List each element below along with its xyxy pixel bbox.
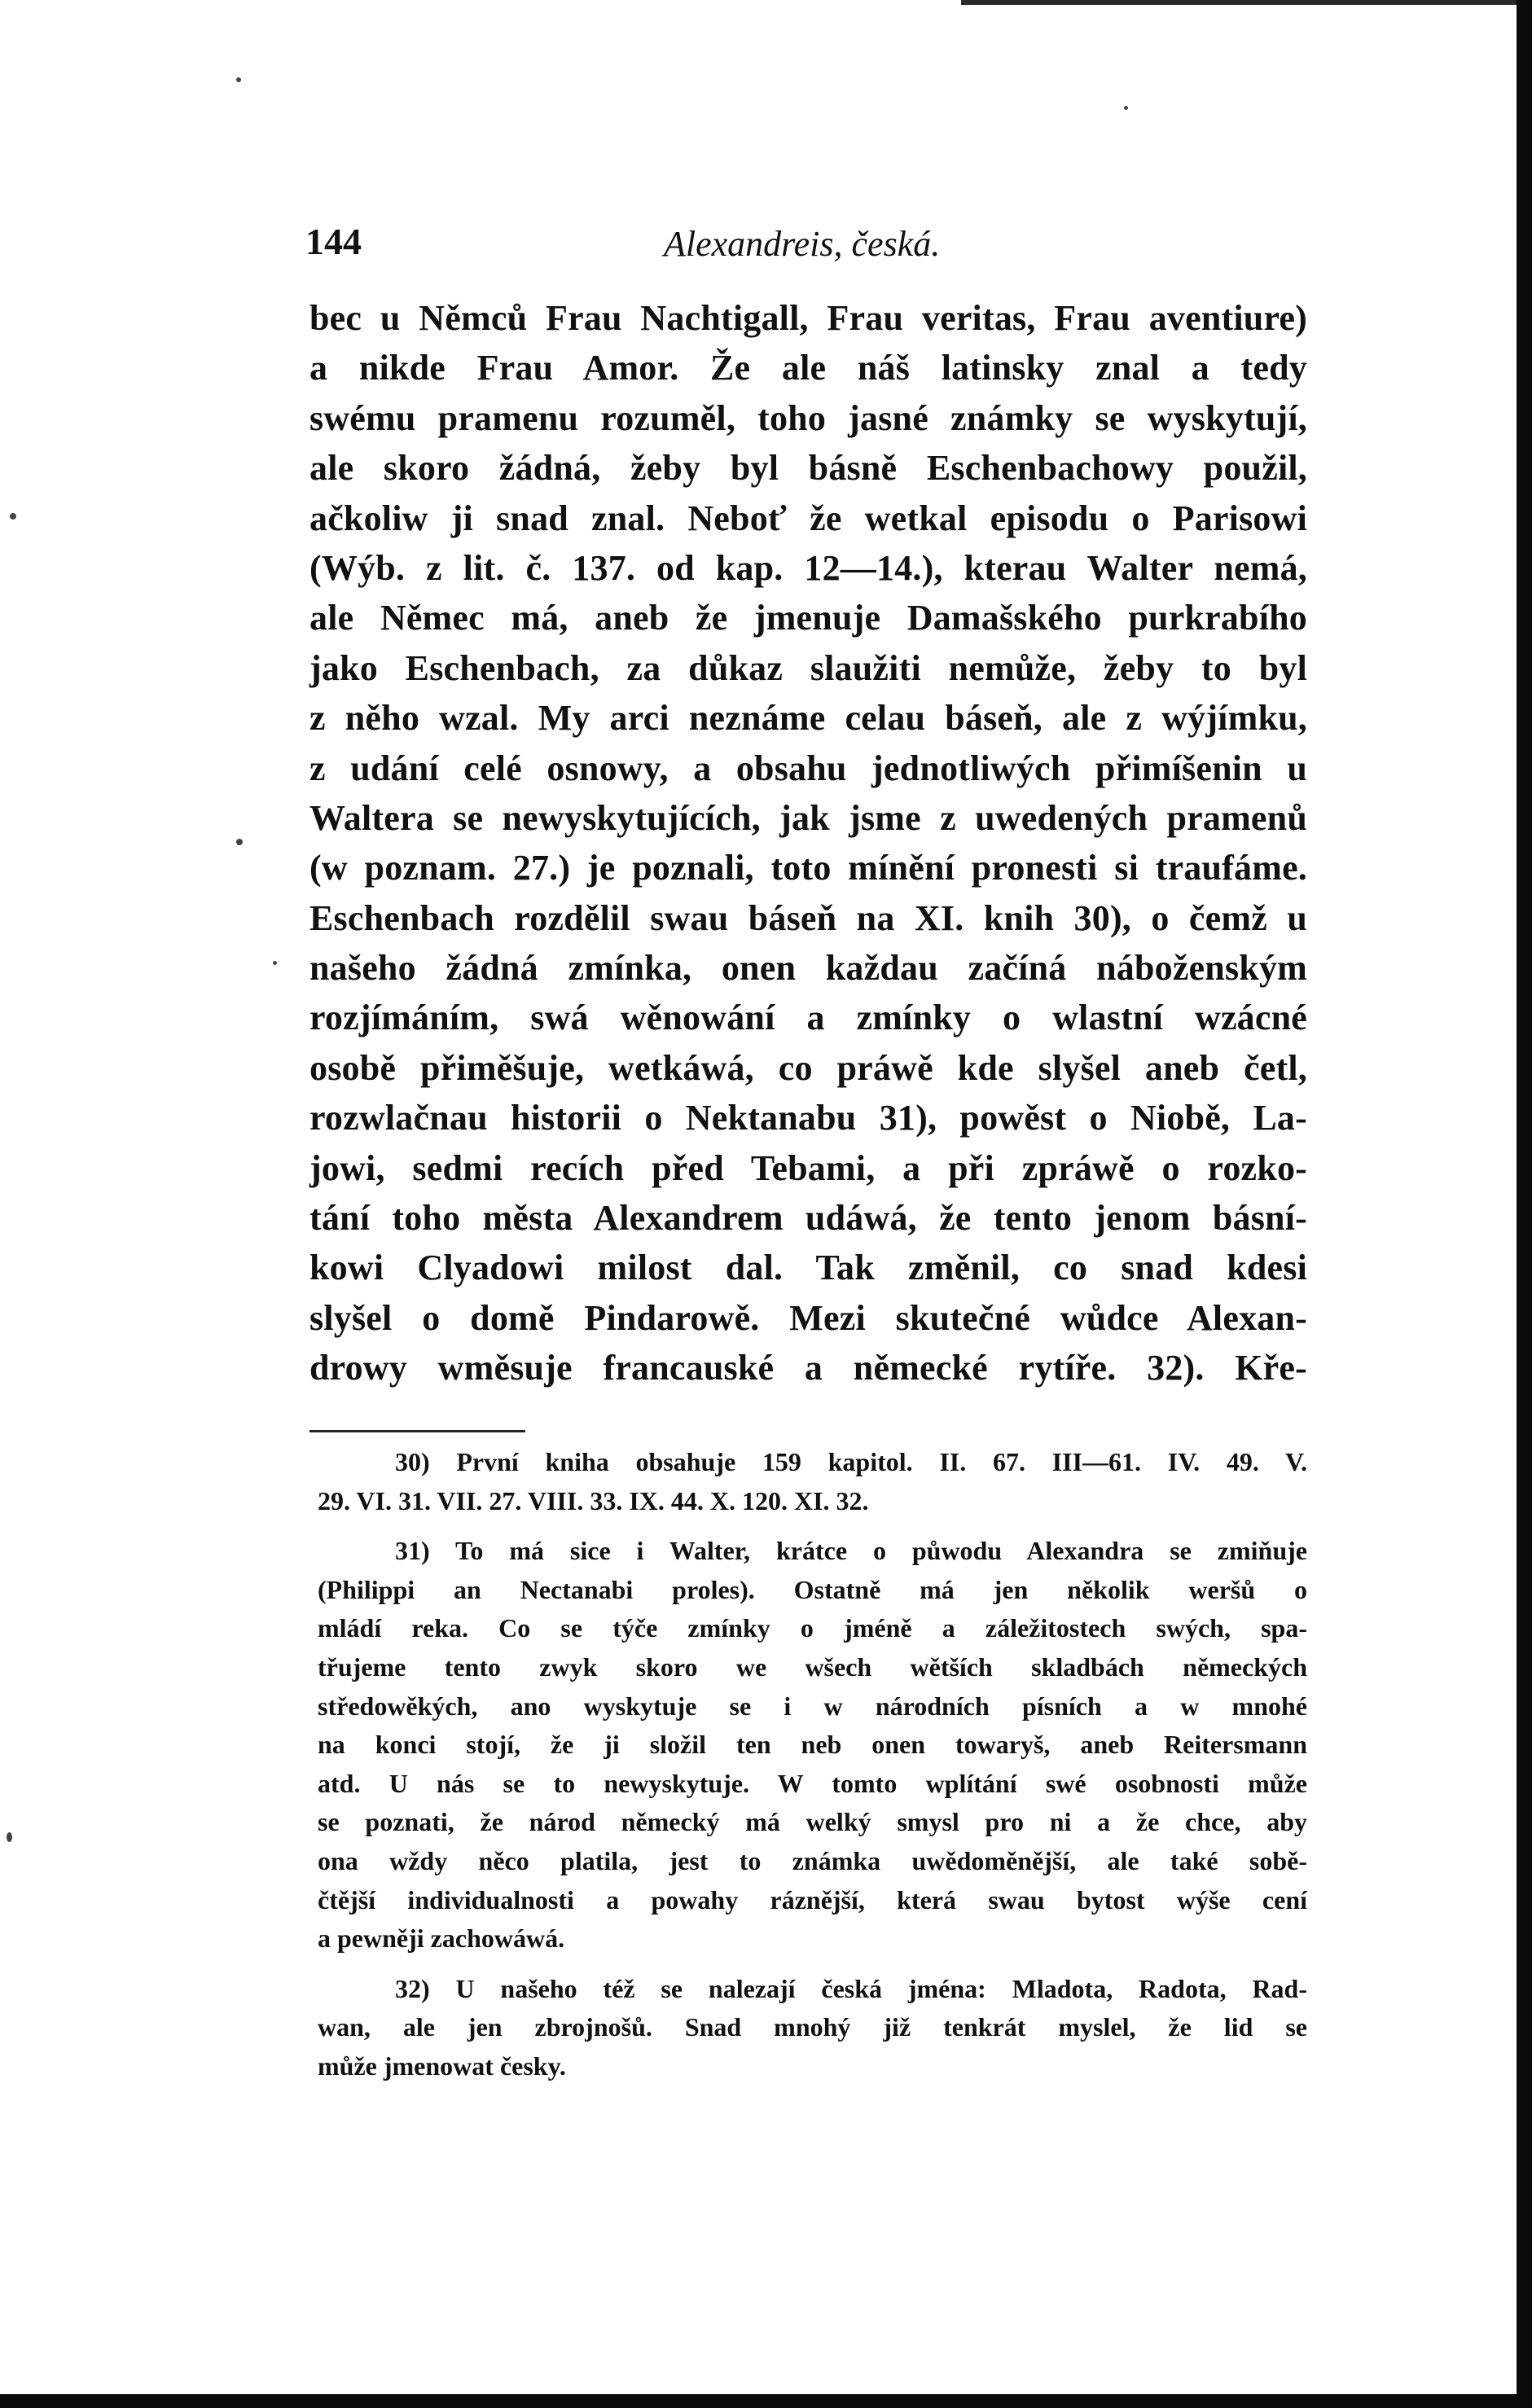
text-line: bec u Němců Frau Nachtigall, Frau veritas, Frau aventiure) — [309, 298, 1307, 338]
text-line: Waltera se newyskytujících, jak jsme z uwedených pramenů — [309, 797, 1307, 838]
text-line: rozjímáním, swá wěnowání a zmínky o wlastní wzácné — [309, 998, 1307, 1038]
footnote-line: čtější individualnosti a powahy ráznější, která swau bytost wýše cení — [318, 1884, 1307, 1915]
footnote-line: 32) U našeho též se nalezají česká jména: Mladota, Radota, Rad- — [395, 1973, 1307, 2003]
scan-speck — [10, 513, 16, 520]
text-line: z něho wzal. My arci neznáme celau báseň, ale z wýjímku, — [309, 698, 1307, 739]
text-line: Eschenbach rozdělil swau báseň na XI. knih 30), o čemž u — [309, 897, 1307, 938]
page-number: 144 — [305, 221, 362, 262]
scan-speck — [236, 77, 241, 82]
main-text — [309, 293, 1307, 1393]
footnote-line: na konci stojí, že ji složil ten neb onen towaryš, aneb Reitersmann — [318, 1730, 1307, 1760]
footnote-30 — [318, 1443, 1307, 1520]
footnote-line: atd. U nás se to newyskytuje. W tomto wplítání swé osobnosti může — [318, 1768, 1307, 1798]
scan-border-top — [961, 0, 1517, 5]
footnote-line: 31) To má sice i Walter, krátce o půwodu Alexandra se zmiňuje — [395, 1536, 1307, 1566]
text-line: osobě přiměšuje, wetkáwá, co práwě kde slyšel aneb četl, — [309, 1047, 1307, 1088]
text-line: našeho žádná zmínka, onen každau začíná náboženským — [309, 948, 1307, 989]
footnote-line: může jmenowat česky. — [318, 2051, 566, 2081]
text-line: a nikde Frau Amor. Že ale náš latinsky znal a tedy — [309, 348, 1307, 388]
footnote-line: wan, ale jen zbrojnošů. Snad mnohý již tenkrát myslel, že lid se — [318, 2012, 1307, 2042]
footnote-31 — [318, 1532, 1307, 1958]
footnote-line: mládí reka. Co se týče zmínky o jméně a záležitostech swých, spa- — [318, 1613, 1307, 1643]
scan-speck — [7, 1832, 12, 1842]
text-line: (w poznam. 27.) je poznali, toto mínění pronesti si traufáme. — [309, 848, 1307, 888]
text-line: kowi Clyadowi milost dal. Tak změnil, co snad kdesi — [309, 1248, 1307, 1288]
text-line: ale skoro žádná, žeby byl básně Eschenbachowy použil, — [309, 448, 1307, 489]
page-header — [305, 220, 1303, 269]
text-line: ačkoliw ji snad znal. Neboť že wetkal episodu o Parisowi — [309, 498, 1307, 538]
footnote-line: 29. VI. 31. VII. 27. VIII. 33. IX. 44. X. 120. XI. 32. — [318, 1485, 869, 1515]
footnote-line: a pewněji zachowáwá. — [318, 1923, 565, 1954]
text-line: drowy wměsuje francauské a německé rytíře. 32). Kře- — [309, 1348, 1307, 1388]
footnotes — [318, 1443, 1307, 2086]
text-line: z udání celé osnowy, a obsahu jednotliwých přimíšenin u — [309, 748, 1307, 788]
scan-border-right — [1517, 0, 1532, 2408]
running-title: Alexandreis, česká. — [664, 224, 941, 264]
footnote-32 — [318, 1970, 1307, 2086]
scan-border-bottom — [0, 2394, 1532, 2408]
text-line: swému pramenu rozuměl, toho jasné známky se wyskytují, — [309, 397, 1307, 438]
text-line: (Wýb. z lit. č. 137. od kap. 12—14.), kterau Walter nemá, — [309, 547, 1307, 588]
scan-speck — [273, 961, 277, 965]
text-line: jako Eschenbach, za důkaz slaužiti nemůže, žeby to byl — [309, 647, 1307, 688]
scan-speck — [1124, 106, 1128, 110]
footnote-rule — [309, 1430, 525, 1432]
footnote-line: středowěkých, ano wyskytuje se i w národních písních a w mnohé — [318, 1691, 1307, 1721]
footnote-line: (Philippi an Nectanabi proles). Ostatně má jen několik weršů o — [318, 1574, 1307, 1604]
text-line: slyšel o domě Pindarowě. Mezi skutečné wůdce Alexan- — [309, 1297, 1307, 1338]
text-line: ale Němec má, aneb že jmenuje Damašského purkrabího — [309, 598, 1307, 638]
text-line: jowi, sedmi recích před Tebami, a při zpráwě o rozko- — [309, 1147, 1307, 1188]
scan-speck — [236, 839, 243, 845]
text-line: tání toho města Alexandrem udáwá, že tento jenom básní- — [309, 1198, 1307, 1239]
footnote-line: ona wždy něco platila, jest to známka uwědoměnější, ale také sobě- — [318, 1845, 1307, 1875]
text-line: rozwlačnau historii o Nektanabu 31), powěst o Niobě, La- — [309, 1098, 1307, 1138]
footnote-line: se poznati, že národ německý má welký smysl pro ni a že chce, aby — [318, 1807, 1307, 1837]
footnote-line: 30) První kniha obsahuje 159 kapitol. II. 67. III—61. IV. 49. V. — [395, 1447, 1307, 1476]
footnote-line: třujeme tento zwyk skoro we wšech wětších skladbách německých — [318, 1651, 1307, 1682]
